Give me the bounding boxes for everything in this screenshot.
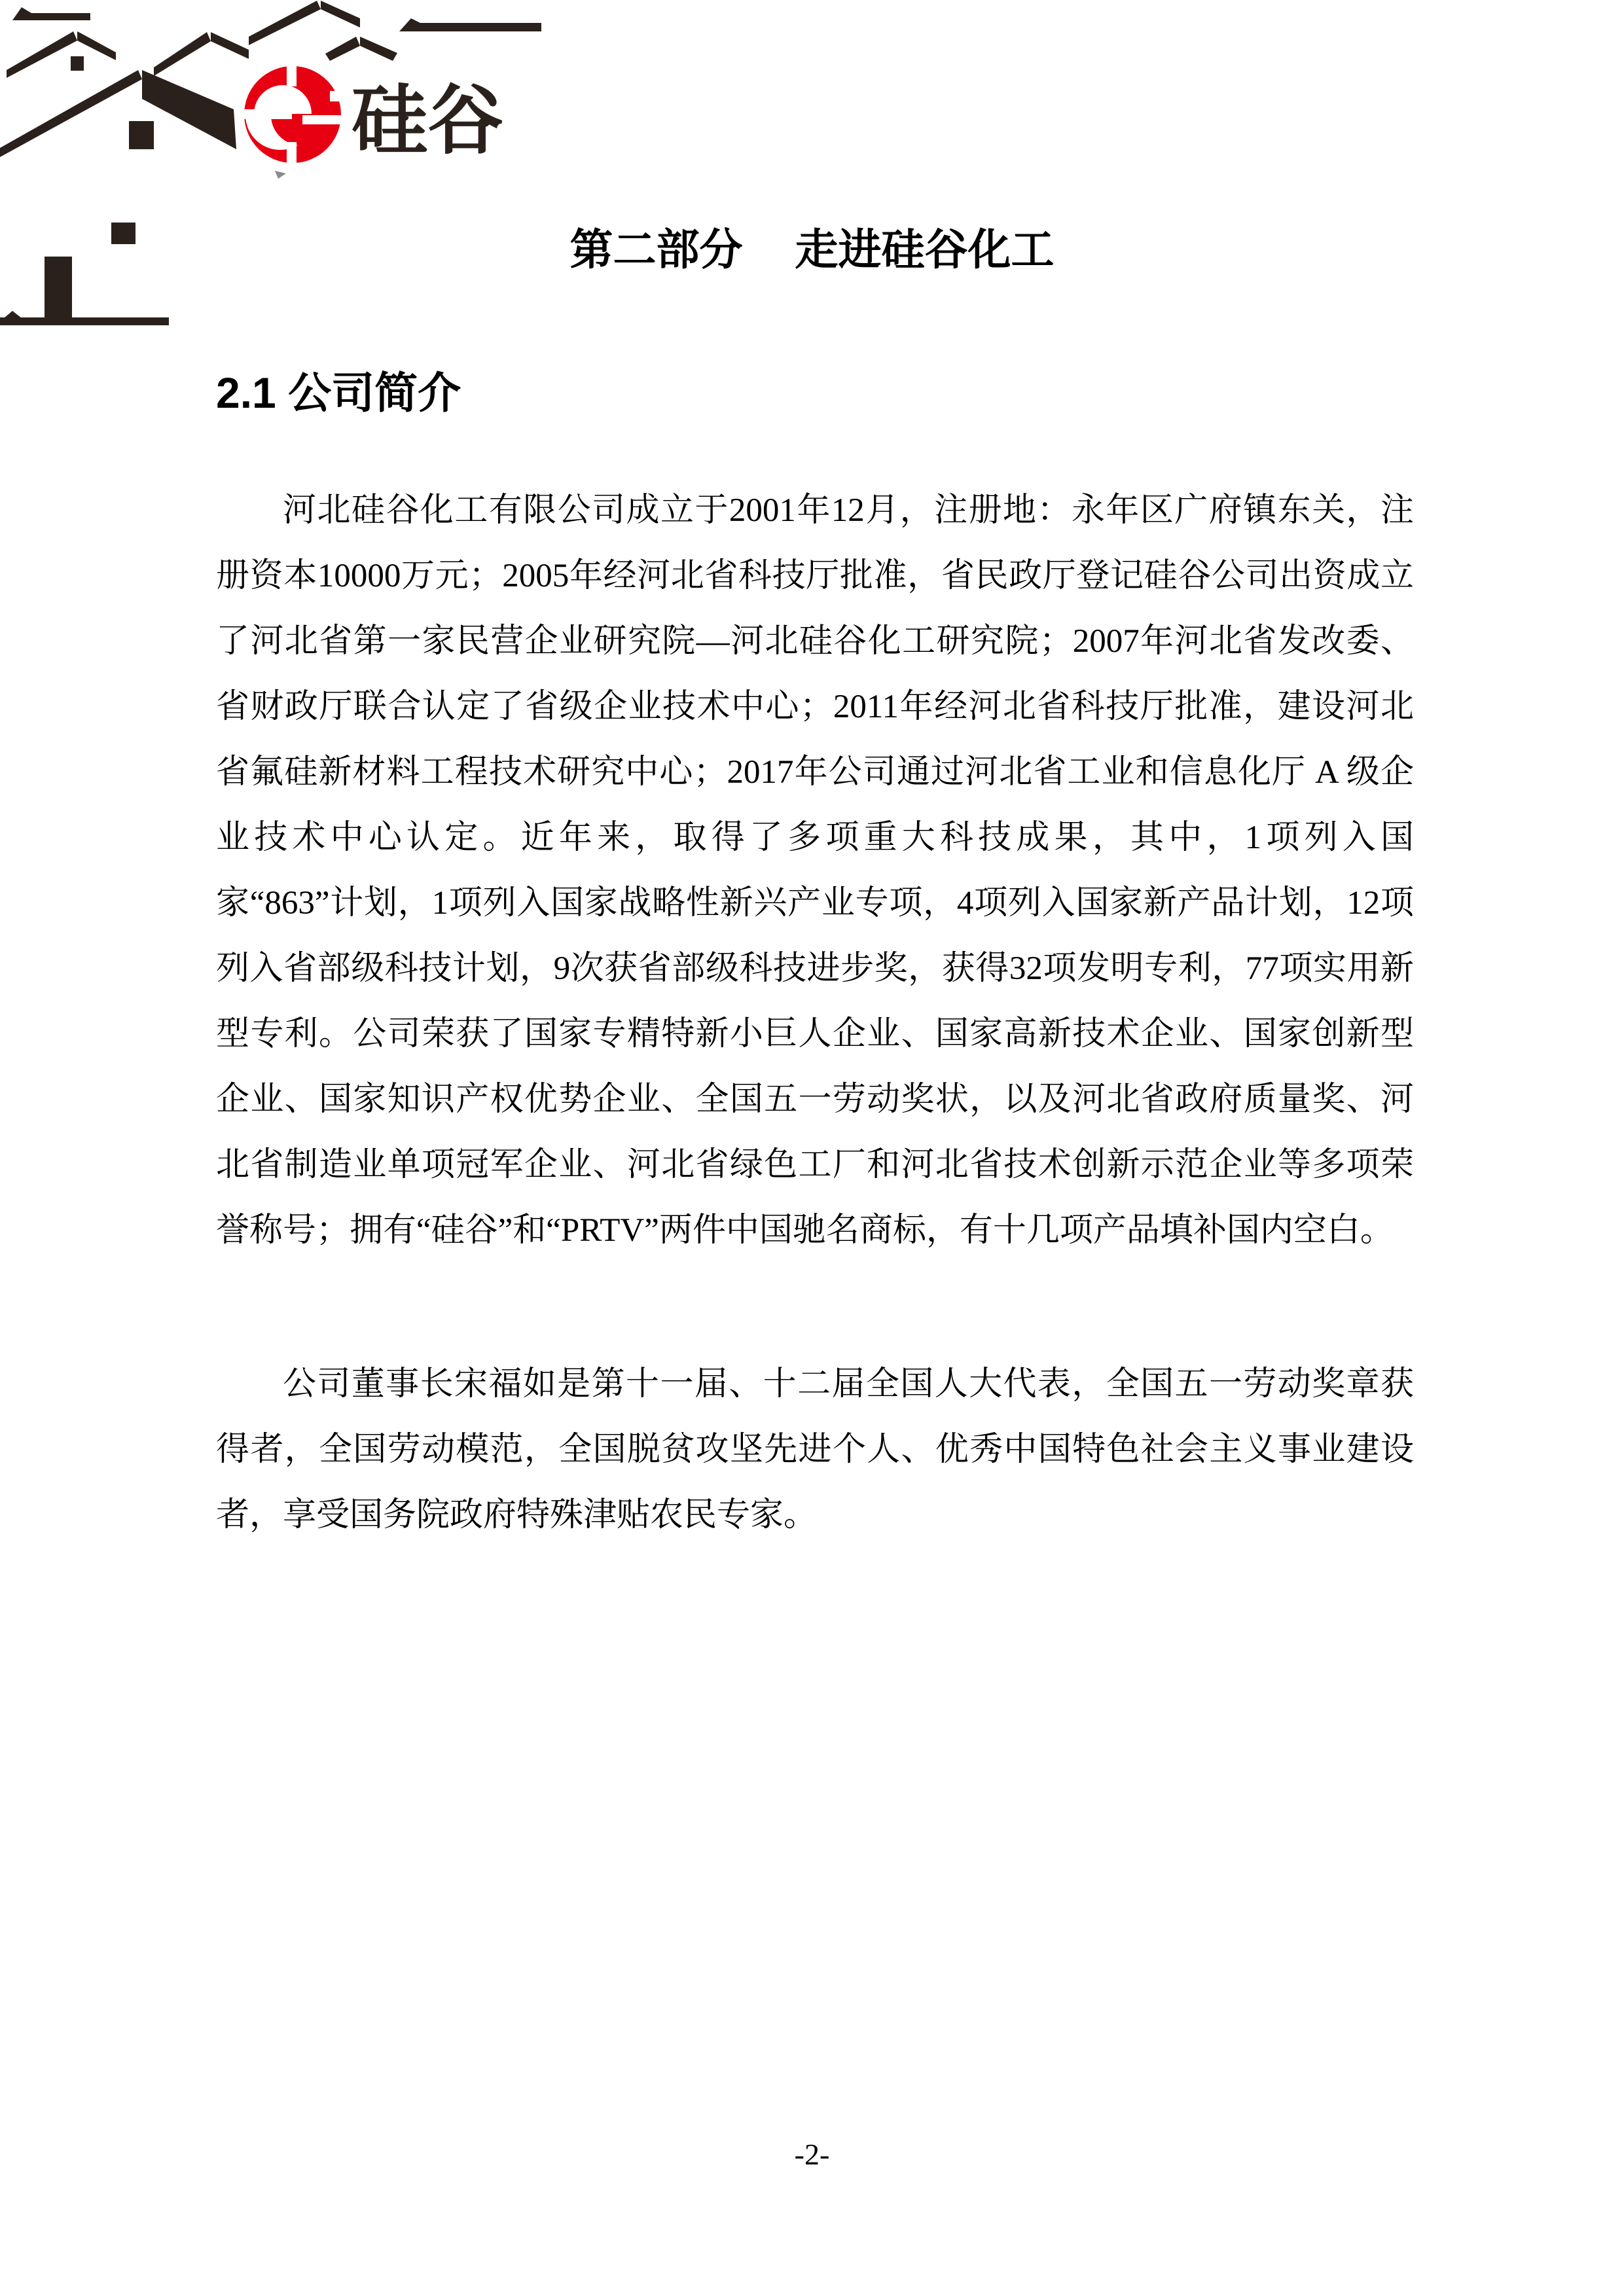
logo-brand-text: 硅谷 xyxy=(352,78,503,163)
document-title-part2: 走进硅谷化工 xyxy=(795,225,1055,274)
section-heading: 2.1 公司简介 xyxy=(216,368,461,417)
document-title xyxy=(0,225,1624,274)
logo-emblem-icon xyxy=(241,62,348,179)
document-title-part1: 第二部分 xyxy=(569,225,743,274)
page-number: -2- xyxy=(794,2138,830,2171)
body-content xyxy=(216,478,1414,1548)
paragraph-chairman: 公司董事长宋福如是第十一届、十二届全国人大代表，全国五一劳动奖章获得者，全国劳动模范，全国脱贫攻坚先进个人、优秀中国特色社会主义事业建设者，享受国务院政府特殊津贴农民专家。 xyxy=(216,1366,1414,1534)
paragraph-company-intro: 河北硅谷化工有限公司成立于2001年12月，注册地：永年区广府镇东关，注册资本10000万元；2005年经河北省科技厅批准，省民政厅登记硅谷公司出资成立了河北省第一家民营企业研究院—河北硅谷化工研究院；2007年河北省发改委、省财政厅联合认定了省级企业技术中心；2011年经河北省科技厅批准，建设河北省氟硅新材料工程技术研究中心；2017年公司通过河北省工业和信息化厅 A 级企业技术中心认定。近年来，取得了多项重大科技成果，其中，1项列入国家“863”计划，1项列入国家战略性新兴产业专项，4项列入国家新产品计划，12项列入省部级科技计划，9次获省部级科技进步奖，获得32项发明专利，77项实用新型专利。公司荣获了国家专精特新小巨人企业、国家高新技术企业、国家创新型企业、国家知识产权优势企业、全国五一劳动奖状，以及河北省政府质量奖、河北省制造业单项冠军企业、河北省绿色工厂和河北省技术创新示范企业等多项荣誉称号；拥有“硅谷”和“PRTV”两件中国驰名商标，有十几项产品填补国内空白。 xyxy=(216,492,1414,1249)
logo-rooftops-icon xyxy=(0,1,541,325)
company-logo xyxy=(0,0,550,357)
